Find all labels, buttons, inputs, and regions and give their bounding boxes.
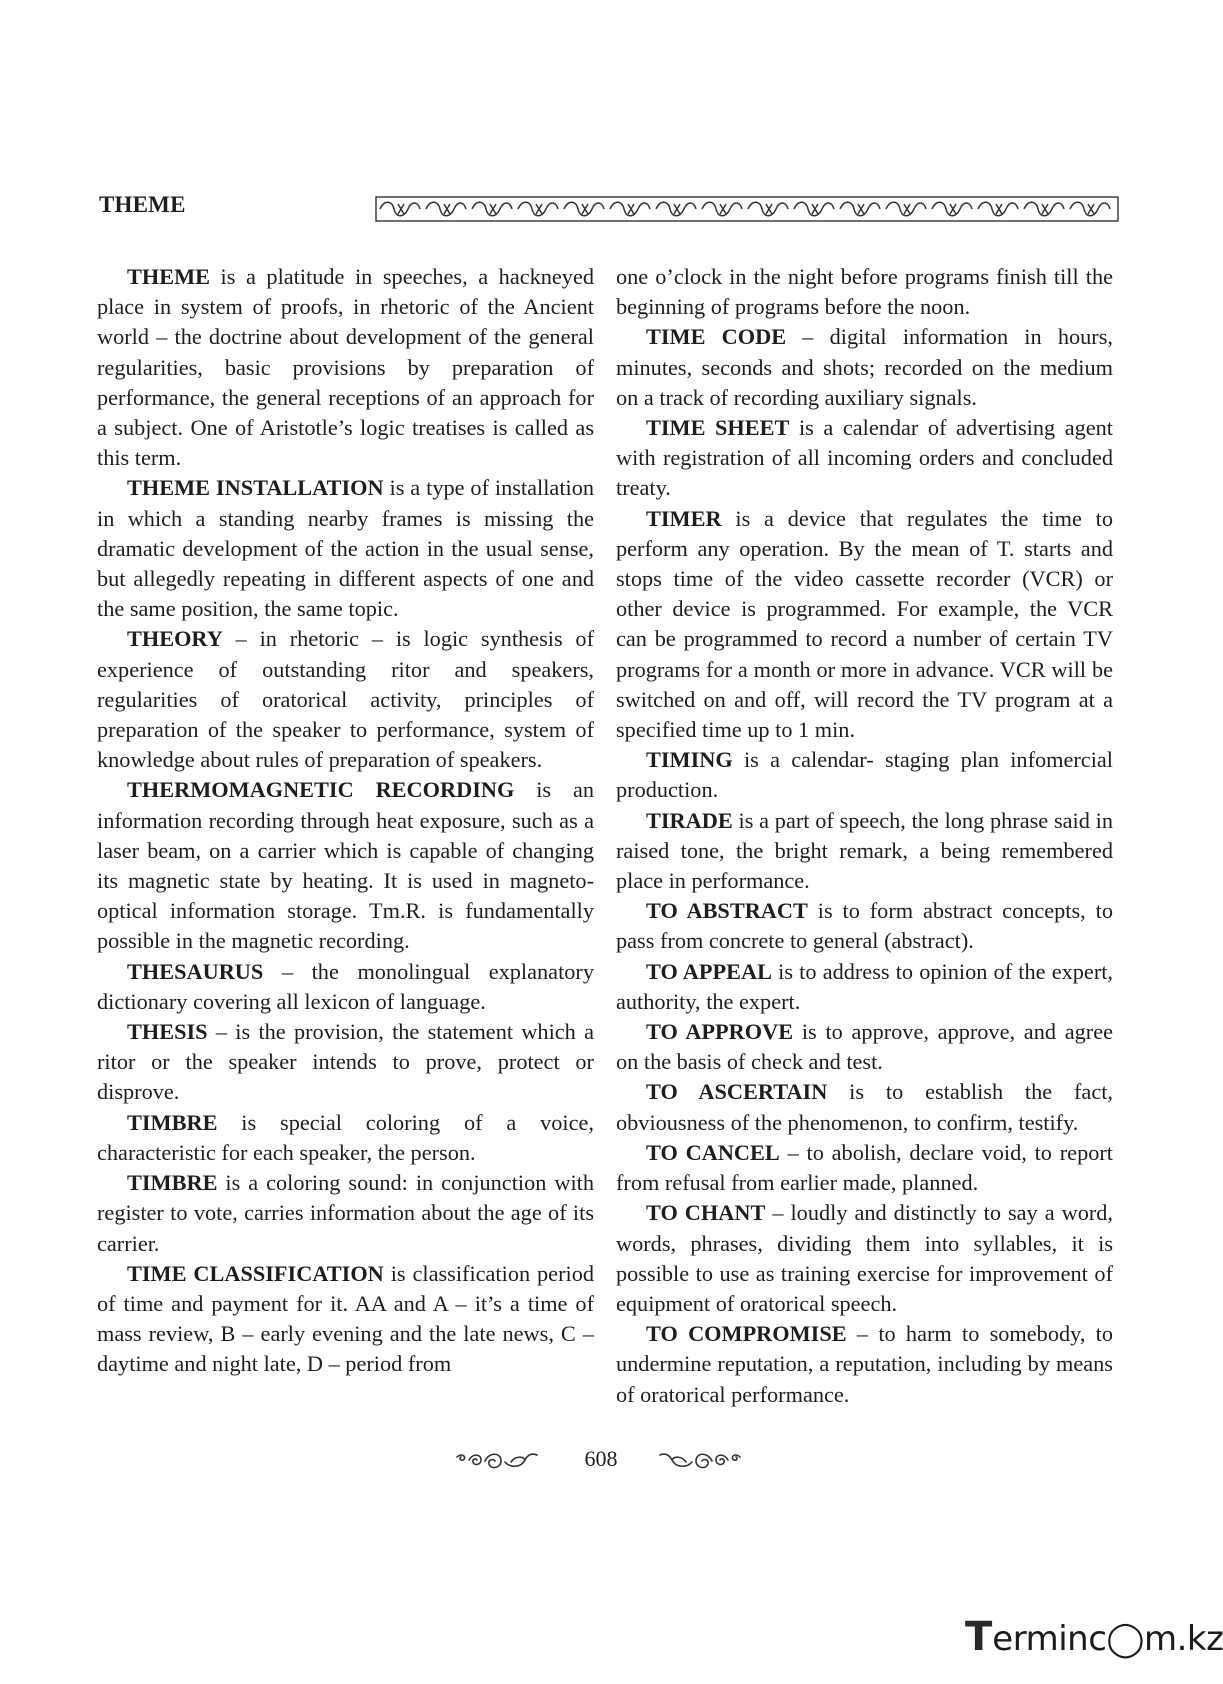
- header-ornament-band: [376, 196, 1118, 222]
- entry-term: THERMOMAGNETIC RECORDING: [127, 777, 515, 803]
- band-ornament-unit: [748, 202, 788, 216]
- dictionary-entry: [97, 262, 594, 473]
- entry-term: THESIS: [127, 1019, 208, 1045]
- dictionary-entry: [97, 1108, 594, 1168]
- entry-term: TIME CLASSIFICATION: [127, 1260, 384, 1286]
- watermark-initial: T: [965, 1614, 993, 1660]
- entry-term: TIMER: [646, 505, 722, 531]
- dictionary-entry: [97, 957, 594, 1017]
- dictionary-entry: [616, 504, 1113, 746]
- entry-definition: is a device that regulates the time to perform any operation. By the mean of T. starts and stops time of the video cassette recorder (VCR) or other device is programmed. For example, the VCR can be programmed to record a number of certain TV programs for a month or more in advance. VCR will be switched on and off, will record the TV program at a specified time up to 1 min.: [616, 505, 1113, 743]
- entry-term: TIMBRE: [127, 1109, 218, 1135]
- dictionary-entry: [616, 1198, 1113, 1319]
- dictionary-entry: [616, 322, 1113, 413]
- entry-term: TIMBRE: [127, 1170, 218, 1196]
- band-ornament-unit: [564, 202, 604, 216]
- entry-definition: is a calendar of advertising agent with registration of all incoming orders and concluded treaty.: [616, 415, 1113, 501]
- entry-definition: is classification period of time and payment for it. AA and A – it’s a time of mass review, B – early evening and the late news, C – daytime and night late, D – period from: [97, 1260, 594, 1377]
- dictionary-entry: [616, 1077, 1113, 1137]
- dictionary-entry: [97, 473, 594, 624]
- entry-term: TIME SHEET: [646, 415, 790, 441]
- entry-term: TO APPEAL: [646, 958, 772, 984]
- entry-definition: – in rhetoric – is logic synthesis of experience of outstanding ritor and speakers, regularities of oratorical activity, principles of preparation of the speaker to performance, system of knowledge about rules of preparation of speakers.: [97, 626, 594, 773]
- band-ornament-unit: [518, 202, 558, 216]
- scroll-ornament-icon: [455, 1448, 539, 1474]
- scroll-ornament-icon: [658, 1448, 742, 1474]
- entry-definition: is an information recording through heat exposure, such as a laser beam, on a carrier which is capable of changing its magnetic state by heating. It is used in magneto-optical information storage. Tm.R. is fundamentally possible in the magnetic recording.: [97, 777, 594, 954]
- entry-definition: – is the provision, the statement which a ritor or the speaker intends to prove, protect or disprove.: [97, 1019, 594, 1105]
- entry-term: TIRADE: [646, 807, 733, 833]
- entry-term: THESAURUS: [127, 958, 264, 984]
- band-ornament-unit: [380, 202, 420, 216]
- dictionary-entry: [616, 1138, 1113, 1198]
- entry-term: TO CHANT: [646, 1200, 766, 1226]
- dictionary-entry: [616, 957, 1113, 1017]
- entry-definition: is a coloring sound: in conjunction with register to vote, carries information about the age of its carrier.: [97, 1170, 594, 1256]
- dictionary-entry: [616, 745, 1113, 805]
- entry-definition: – digital information in hours, minutes, seconds and shots; recorded on the medium on a track of recording auxiliary signals.: [616, 324, 1113, 410]
- dictionary-entry: [616, 413, 1113, 504]
- band-ornament-unit: [426, 202, 466, 216]
- entry-term: TO ABSTRACT: [646, 898, 808, 924]
- entry-term: THEME: [127, 264, 211, 289]
- right-column: [616, 262, 1113, 1410]
- band-ornament-unit: [978, 202, 1018, 216]
- dictionary-entry: [97, 624, 594, 775]
- entry-term: TO CANCEL: [646, 1139, 780, 1165]
- page-footer: [0, 1444, 1191, 1480]
- running-head: THEME: [99, 192, 186, 217]
- entry-definition: – the monolingual explanatory dictionary covering all lexicon of language.: [97, 958, 594, 1014]
- entry-definition: is to approve, approve, and agree on the basis of check and test.: [616, 1019, 1113, 1075]
- band-ornament-unit: [472, 202, 512, 216]
- entry-definition: – loudly and distinctly to say a word, words, phrases, dividing them into syllables, it is possible to use as training exercise for improvement of equipment of oratorical speech.: [616, 1200, 1113, 1316]
- dictionary-entry: [616, 1017, 1113, 1077]
- dictionary-entry: [97, 775, 594, 956]
- entry-definition: – to abolish, declare void, to report from refusal from earlier made, planned.: [616, 1139, 1113, 1196]
- entry-term: TIME CODE: [646, 324, 787, 350]
- entry-definition: is a type of installation in which a standing nearby frames is missing the dramatic development of the action in the usual sense, but allegedly repeating in different aspects of one and the same position, the same topic.: [97, 475, 595, 622]
- entry-term: TIMING: [646, 747, 733, 773]
- band-ornament-unit: [1024, 202, 1064, 216]
- entry-term: TO COMPROMISE: [646, 1321, 847, 1347]
- entry-definition: is a part of speech, the long phrase said in raised tone, the bright remark, a being remembered place in performance.: [616, 807, 1113, 894]
- right-column-entries: [616, 322, 1113, 1409]
- termincom-watermark-logo: [965, 1614, 1223, 1660]
- entry-definition: is to form abstract concepts, to pass from concrete to general (abstract).: [616, 898, 1113, 954]
- dictionary-entry: [97, 1017, 594, 1108]
- page-number: 608: [584, 1446, 618, 1471]
- entry-term: TO APPROVE: [646, 1019, 794, 1045]
- band-ornament-unit: [932, 202, 972, 216]
- entry-definition: is to address to opinion of the expert, authority, the expert.: [616, 958, 1114, 1014]
- dictionary-entry: [97, 1259, 594, 1380]
- band-ornament-unit: [840, 202, 880, 216]
- band-ornament-unit: [656, 202, 696, 216]
- entry-definition: – to harm to somebody, to undermine reputation, a reputation, including by means of oratorical performance.: [616, 1321, 1114, 1407]
- band-ornament-unit: [886, 202, 926, 216]
- entry-definition: is a platitude in speeches, a hackneyed place in system of proofs, in rhetoric of the Ancient world – the doctrine about development of the general regularities, basic provisions by preparation of performance, the general receptions of an approach for a subject. One of Aristotle’s logic treatises is called as this term.: [97, 264, 594, 471]
- entry-definition: is to establish the fact, obviousness of the phenomenon, to confirm, testify.: [616, 1079, 1113, 1135]
- continued-entry-text: one o’clock in the night before programs finish till the beginning of programs before the noon.: [616, 264, 1113, 320]
- band-ornament-unit: [610, 202, 650, 216]
- entry-term: THEORY: [127, 626, 223, 652]
- band-ornament-unit: [794, 202, 834, 216]
- left-column: [97, 262, 594, 1380]
- entry-definition: is special coloring of a voice, characteristic for each speaker, the person.: [97, 1109, 594, 1165]
- dictionary-entry: [616, 1319, 1113, 1410]
- band-ornament-unit: [702, 202, 742, 216]
- watermark-text: erminc◯m.kz: [992, 1619, 1223, 1659]
- dictionary-entry: [616, 806, 1113, 897]
- dictionary-entry: [616, 896, 1113, 956]
- entry-term: THEME INSTALLATION: [127, 475, 384, 501]
- band-ornament-unit: [1070, 202, 1110, 216]
- dictionary-entry: [97, 1168, 594, 1259]
- entry-term: TO ASCERTAIN: [646, 1079, 828, 1105]
- entry-definition: is a calendar- staging plan infomercial production.: [616, 747, 1113, 803]
